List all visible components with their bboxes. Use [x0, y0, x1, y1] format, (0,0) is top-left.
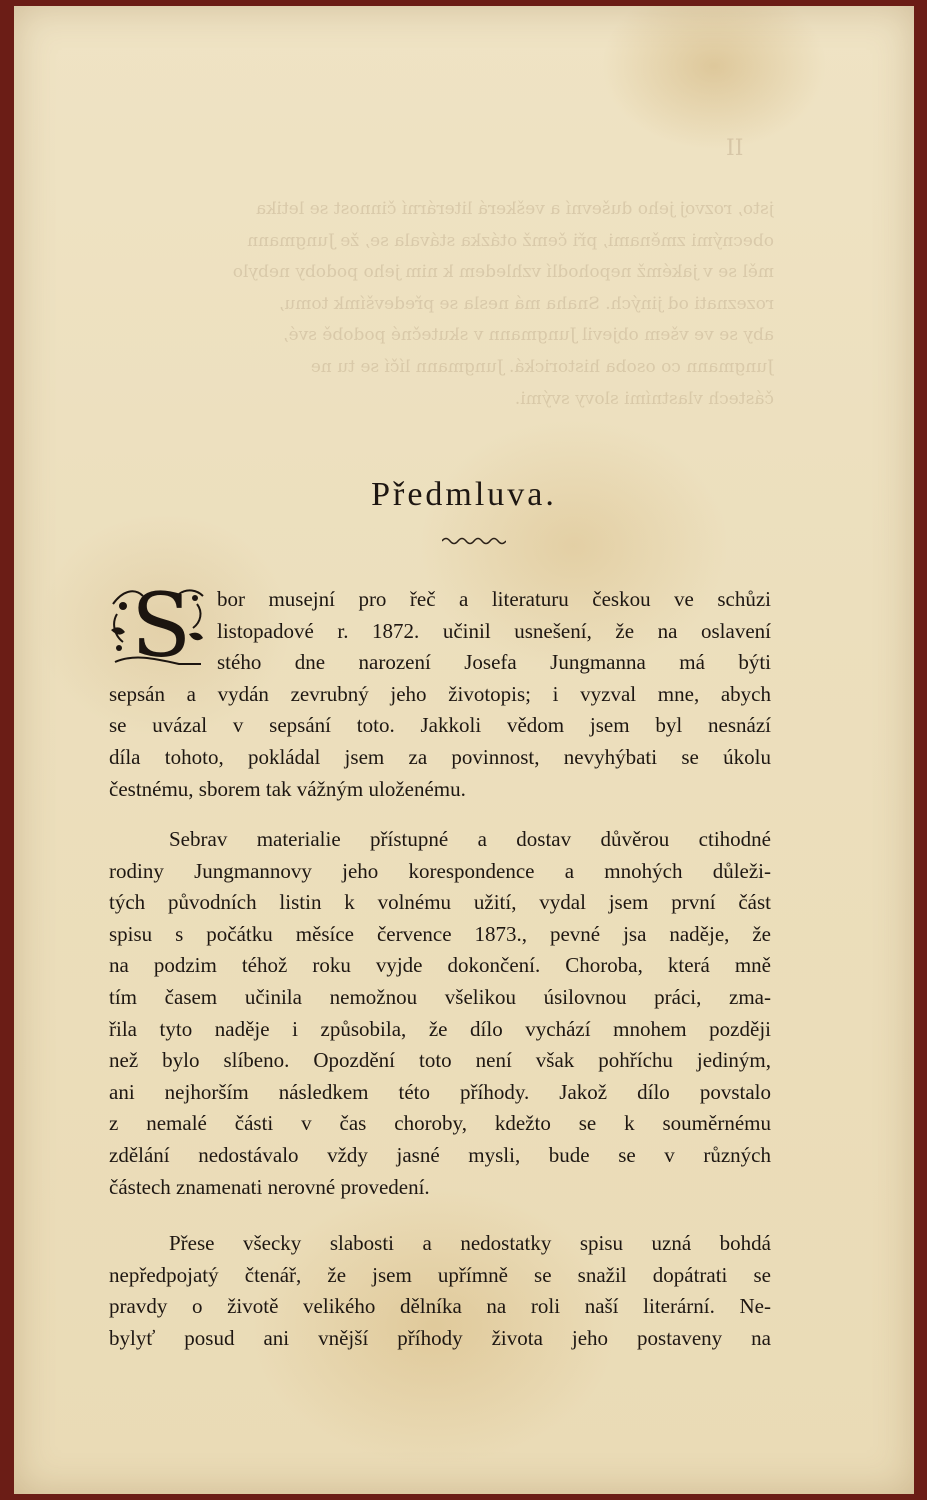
- bleed-line: obecnými změnami, při čemž otázka stávala se, že Jungmann: [247, 230, 774, 251]
- paragraph-1: [109, 584, 771, 805]
- dropcap-letter: S: [131, 574, 192, 677]
- bleed-through-page-number: II: [726, 136, 744, 161]
- text-line: než bylo slíbeno. Opozdění toto není však pohříchu jediným,: [109, 1048, 771, 1073]
- bleed-line: Jungmann co osoba historická. Jungmann líčí se tu ne: [310, 356, 774, 377]
- text-line: bor musejní pro řeč a literaturu českou ve schůzi: [217, 587, 771, 611]
- text-line: Přese všecky slabosti a nedostatky spisu uzná bohdá: [169, 1231, 771, 1255]
- text-line: pravdy o životě velikého dělníka na roli naší literární. Ne-: [109, 1294, 771, 1319]
- text-line: sepsán a vydán zevrubný jeho životopis; i vyzval mne, abych: [109, 681, 771, 706]
- wavy-rule-ornament: [442, 536, 506, 546]
- text-line: nepředpojatý čtenář, že jsem upřímně se snažil dopátrati se: [109, 1262, 771, 1287]
- text-line: stého dne narození Josefa Jungmanna má býti: [217, 650, 771, 675]
- text-line: spisu s počátku měsíce července 1873., pevné jsa naděje, že: [109, 921, 771, 946]
- text-line: rodiny Jungmannovy jeho korespondence a mnohých důleži-: [109, 858, 771, 883]
- bleed-line: rozeznati od jiných. Snaha má nesla se předevšímk tomu,: [278, 293, 774, 314]
- text-line: bylyť posud ani vnější příhody života jeho postaveny na: [109, 1325, 771, 1350]
- text-line: Sebrav materialie přístupné a dostav důvěrou ctihodné: [169, 827, 771, 851]
- text-line: částech znamenati nerovné provedení.: [109, 1174, 430, 1199]
- text-line: zdělání nedostávalo vždy jasné mysli, bude se v různých: [109, 1142, 771, 1167]
- text-line: řila tyto naděje i způsobila, že dílo vychází mnohem později: [109, 1016, 771, 1041]
- text-line: se uvázal v sepsání toto. Jakkoli vědom jsem byl nesnází: [109, 713, 771, 738]
- bleed-through-text: [114, 194, 774, 415]
- text-line: díla tohoto, pokládal jsem za povinnost, nevyhýbati se úkolu: [109, 744, 771, 769]
- bleed-line: měl se v jakémž nepohodlí vzhledem k nim jeho podoby nebylo: [232, 262, 774, 283]
- text-line: tím časem učinila nemožnou všelikou úsilovnou práci, zma-: [109, 984, 771, 1009]
- paragraph-2: [109, 824, 771, 1203]
- text-line: ani nejhorším následkem této příhody. Jakož dílo povstalo: [109, 1079, 771, 1104]
- text-line: z nemalé části v čas choroby, kdežto se k souměrnému: [109, 1111, 771, 1136]
- book-page: [14, 6, 914, 1494]
- text-line: čestnému, sborem tak vážným uloženému.: [109, 776, 466, 801]
- text-line: listopadové r. 1872. učinil usnešení, že na oslavení: [217, 618, 771, 643]
- text-line: na podzim téhož roku vyjde dokončení. Choroba, která mně: [109, 953, 771, 978]
- bleed-line: částech vlastními slovy svými.: [514, 388, 774, 409]
- bleed-line: aby se ve všem objevil Jungmann v skutečné podobě své,: [283, 325, 774, 346]
- bleed-line: jsto, rozvoj jeho duševní a veškerá literární činnost se letika: [256, 199, 774, 219]
- paragraph-3: [109, 1228, 771, 1354]
- page-title: Předmluva.: [371, 476, 557, 513]
- text-line: tých původních listin k volnému užití, vydal jsem první část: [109, 890, 771, 915]
